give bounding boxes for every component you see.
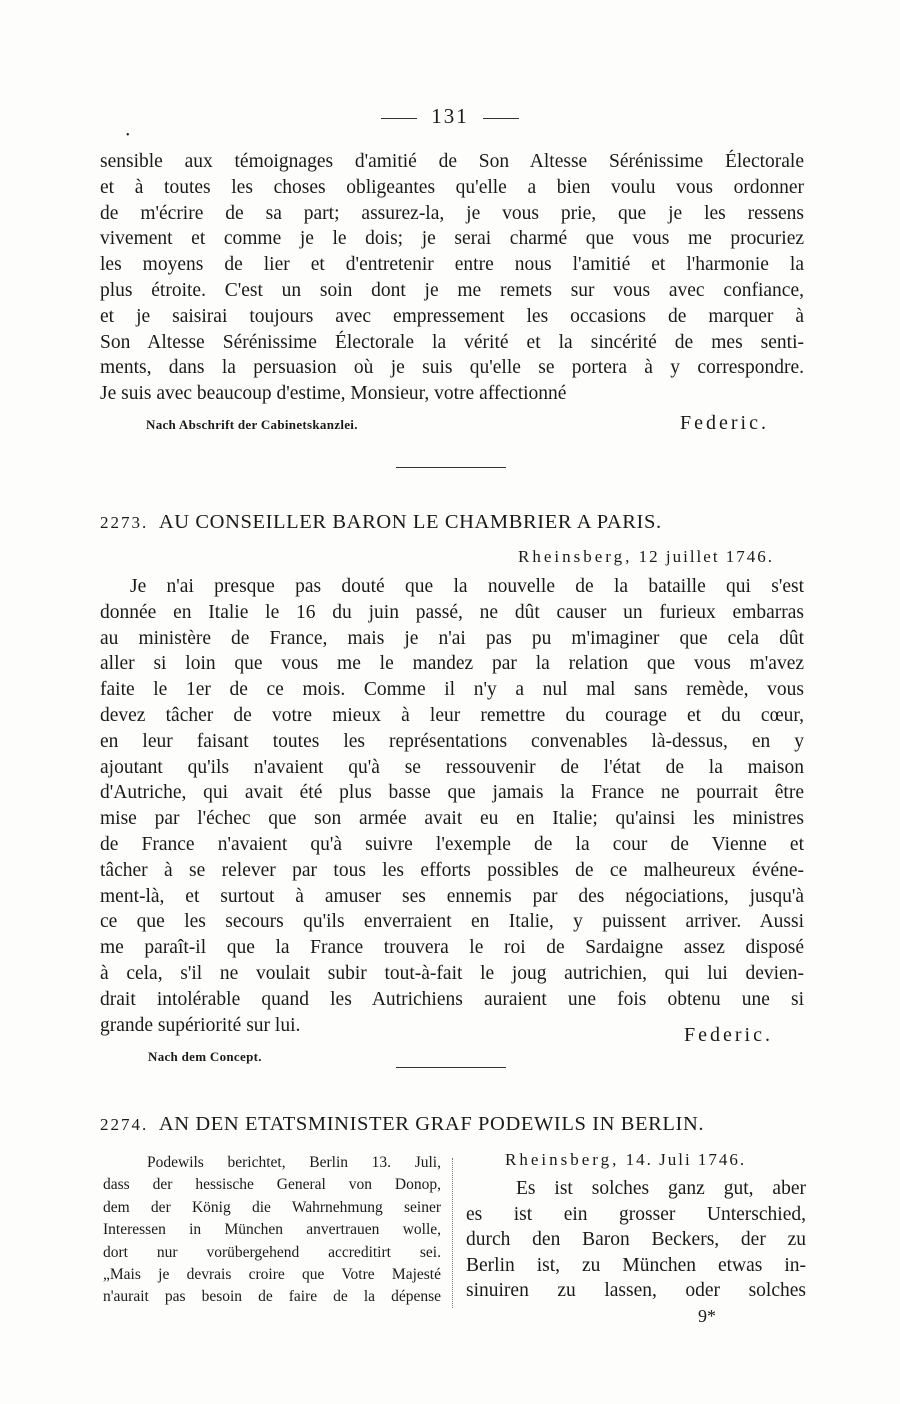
letter-title: AN DEN ETATSMINISTER GRAF PODEWILS IN BERLIN. <box>158 1113 705 1135</box>
summary-line: dass der hessische General von Donop, <box>103 1176 441 1194</box>
text-line: de France n'avaient qu'à suivre l'exemple de la cour de Vienne et <box>100 833 804 855</box>
page-number-left-dash <box>381 118 417 119</box>
letter-title: AU CONSEILLER BARON LE CHAMBRIER A PARIS. <box>158 511 662 533</box>
text-line: Es ist solches ganz gut, aber <box>516 1178 806 1199</box>
summary-line: n'aurait pas besoin de faire de la dépense <box>103 1288 441 1306</box>
text-line: mise par l'échec que son armée avait eu en Italie; qu'ainsi les ministres <box>100 808 804 830</box>
text-line: plus étroite. C'est un soin dont je me remets sur vous avec confiance, <box>100 279 804 301</box>
section-divider <box>396 467 506 468</box>
text-line: sensible aux témoignages d'amitié de Son Altesse Sérénissime Électorale <box>100 151 804 172</box>
summary-line: dem der König die Wahrnehmung seiner <box>103 1198 441 1216</box>
summary-column <box>103 1152 441 1309</box>
text-line: et à toutes les choses obligeantes qu'elle a bien voulu vous ordonner <box>100 176 804 198</box>
section-divider <box>396 1067 506 1068</box>
text-line: ments, dans la persuasion où je suis qu'elle se portera à y correspondre. <box>100 357 804 379</box>
text-line: ment-là, et surtout à amuser ses ennemis par des négociations, jusqu'à <box>100 885 804 907</box>
summary-line: „Mais je devrais croire que Votre Majesté <box>103 1265 441 1283</box>
text-line: donnée en Italie le 16 du juin passé, ne dût causer un furieux embarras <box>100 601 804 623</box>
signature: Federic. <box>680 412 769 434</box>
text-line: sinuiren zu lassen, oder solches <box>466 1280 806 1302</box>
text-line: es ist ein grosser Unterschied, <box>466 1203 806 1225</box>
dateline-place: Rheinsberg, <box>518 547 633 566</box>
text-line: d'Autriche, qui avait été plus basse que jamais la France ne pourrait être <box>100 782 804 804</box>
text-line: de m'écrire de sa part; assurez-la, je vous prie, que je les ressens <box>100 202 804 224</box>
letter-continuation-body <box>100 149 804 407</box>
text-line: à cela, s'il ne voulait subir tout-à-fait le joug autrichien, qui lui devien- <box>100 962 804 984</box>
letter-2273-body <box>100 574 804 1038</box>
stray-dot: • <box>126 130 130 141</box>
text-line: me paraît-il que la France trouvera le roi de Sardaigne assez disposé <box>100 937 804 959</box>
dateline <box>505 1150 746 1170</box>
summary-line: Interessen in München anvertrauen wolle, <box>103 1221 441 1239</box>
text-line: au ministère de France, mais je n'ai pas pu m'imaginer que cela dût <box>100 627 804 649</box>
signature: Federic. <box>684 1024 773 1046</box>
text-line: aller si loin que vous me le mandez par la relation que vous m'avez <box>100 653 804 675</box>
text-line: Je suis avec beaucoup d'estime, Monsieur, votre affectionné <box>100 383 567 405</box>
text-line: faite le 1er de ce mois. Comme il n'y a nul mal sans remède, vous <box>100 679 804 701</box>
letter-2274-body <box>466 1176 806 1304</box>
text-line: Son Altesse Sérénissime Électorale la vérité et la sincérité de mes senti- <box>100 331 804 353</box>
text-line: durch den Baron Beckers, der zu <box>466 1229 806 1251</box>
text-line: les moyens de lier et d'entretenir entre nous l'amitié et l'harmonie la <box>100 254 804 276</box>
text-line: et je saisirai toujours avec empressement les occasions de marquer à <box>100 305 804 327</box>
text-line: vivement et comme je le dois; je serai charmé que vous me procuriez <box>100 228 804 250</box>
column-divider <box>452 1158 453 1308</box>
page-number-value: 131 <box>431 104 469 128</box>
page-number <box>0 104 900 129</box>
letter-heading-2274 <box>100 1113 804 1136</box>
text-line: tâcher à se relever par tous les efforts possibles de ce malheureux événe- <box>100 859 804 881</box>
page-number-right-dash <box>483 118 519 119</box>
letter-number: 2274. <box>100 1115 149 1134</box>
letter-heading-2273 <box>100 511 804 534</box>
text-line: devez tâcher de votre mieux à leur remettre du courage et du cœur, <box>100 704 804 726</box>
summary-line: dort nur vorübergehend accreditirt sei. <box>103 1243 441 1261</box>
text-line: Berlin ist, zu München etwas in- <box>466 1254 806 1276</box>
text-line: drait intolérable quand les Autrichiens auraient une fois obtenu une si <box>100 988 804 1010</box>
letter-number: 2273. <box>100 513 149 532</box>
signature-mark: 9* <box>698 1306 716 1326</box>
text-line: ajoutant qu'ils n'avaient qu'à se ressouvenir de l'état de la maison <box>100 756 804 778</box>
source-note: Nach dem Concept. <box>148 1049 262 1064</box>
source-note: Nach Abschrift der Cabinetskanzlei. <box>146 417 358 432</box>
text-line: Je n'ai presque pas douté que la nouvelle de la bataille qui s'est <box>130 576 804 597</box>
text-line: en leur faisant toutes les représentations convenables là-dessus, en y <box>100 730 804 752</box>
text-line: grande supériorité sur lui. <box>100 1014 301 1036</box>
dateline-date: 12 juillet 1746. <box>638 547 775 566</box>
summary-line: Podewils berichtet, Berlin 13. Juli, <box>147 1154 441 1171</box>
dateline <box>518 547 774 567</box>
dateline-date: 14. Juli 1746. <box>625 1150 747 1169</box>
dateline-place: Rheinsberg, <box>505 1150 620 1169</box>
text-line: ce que les secours qu'ils enverraient en Italie, y puissent arriver. Aussi <box>100 911 804 933</box>
